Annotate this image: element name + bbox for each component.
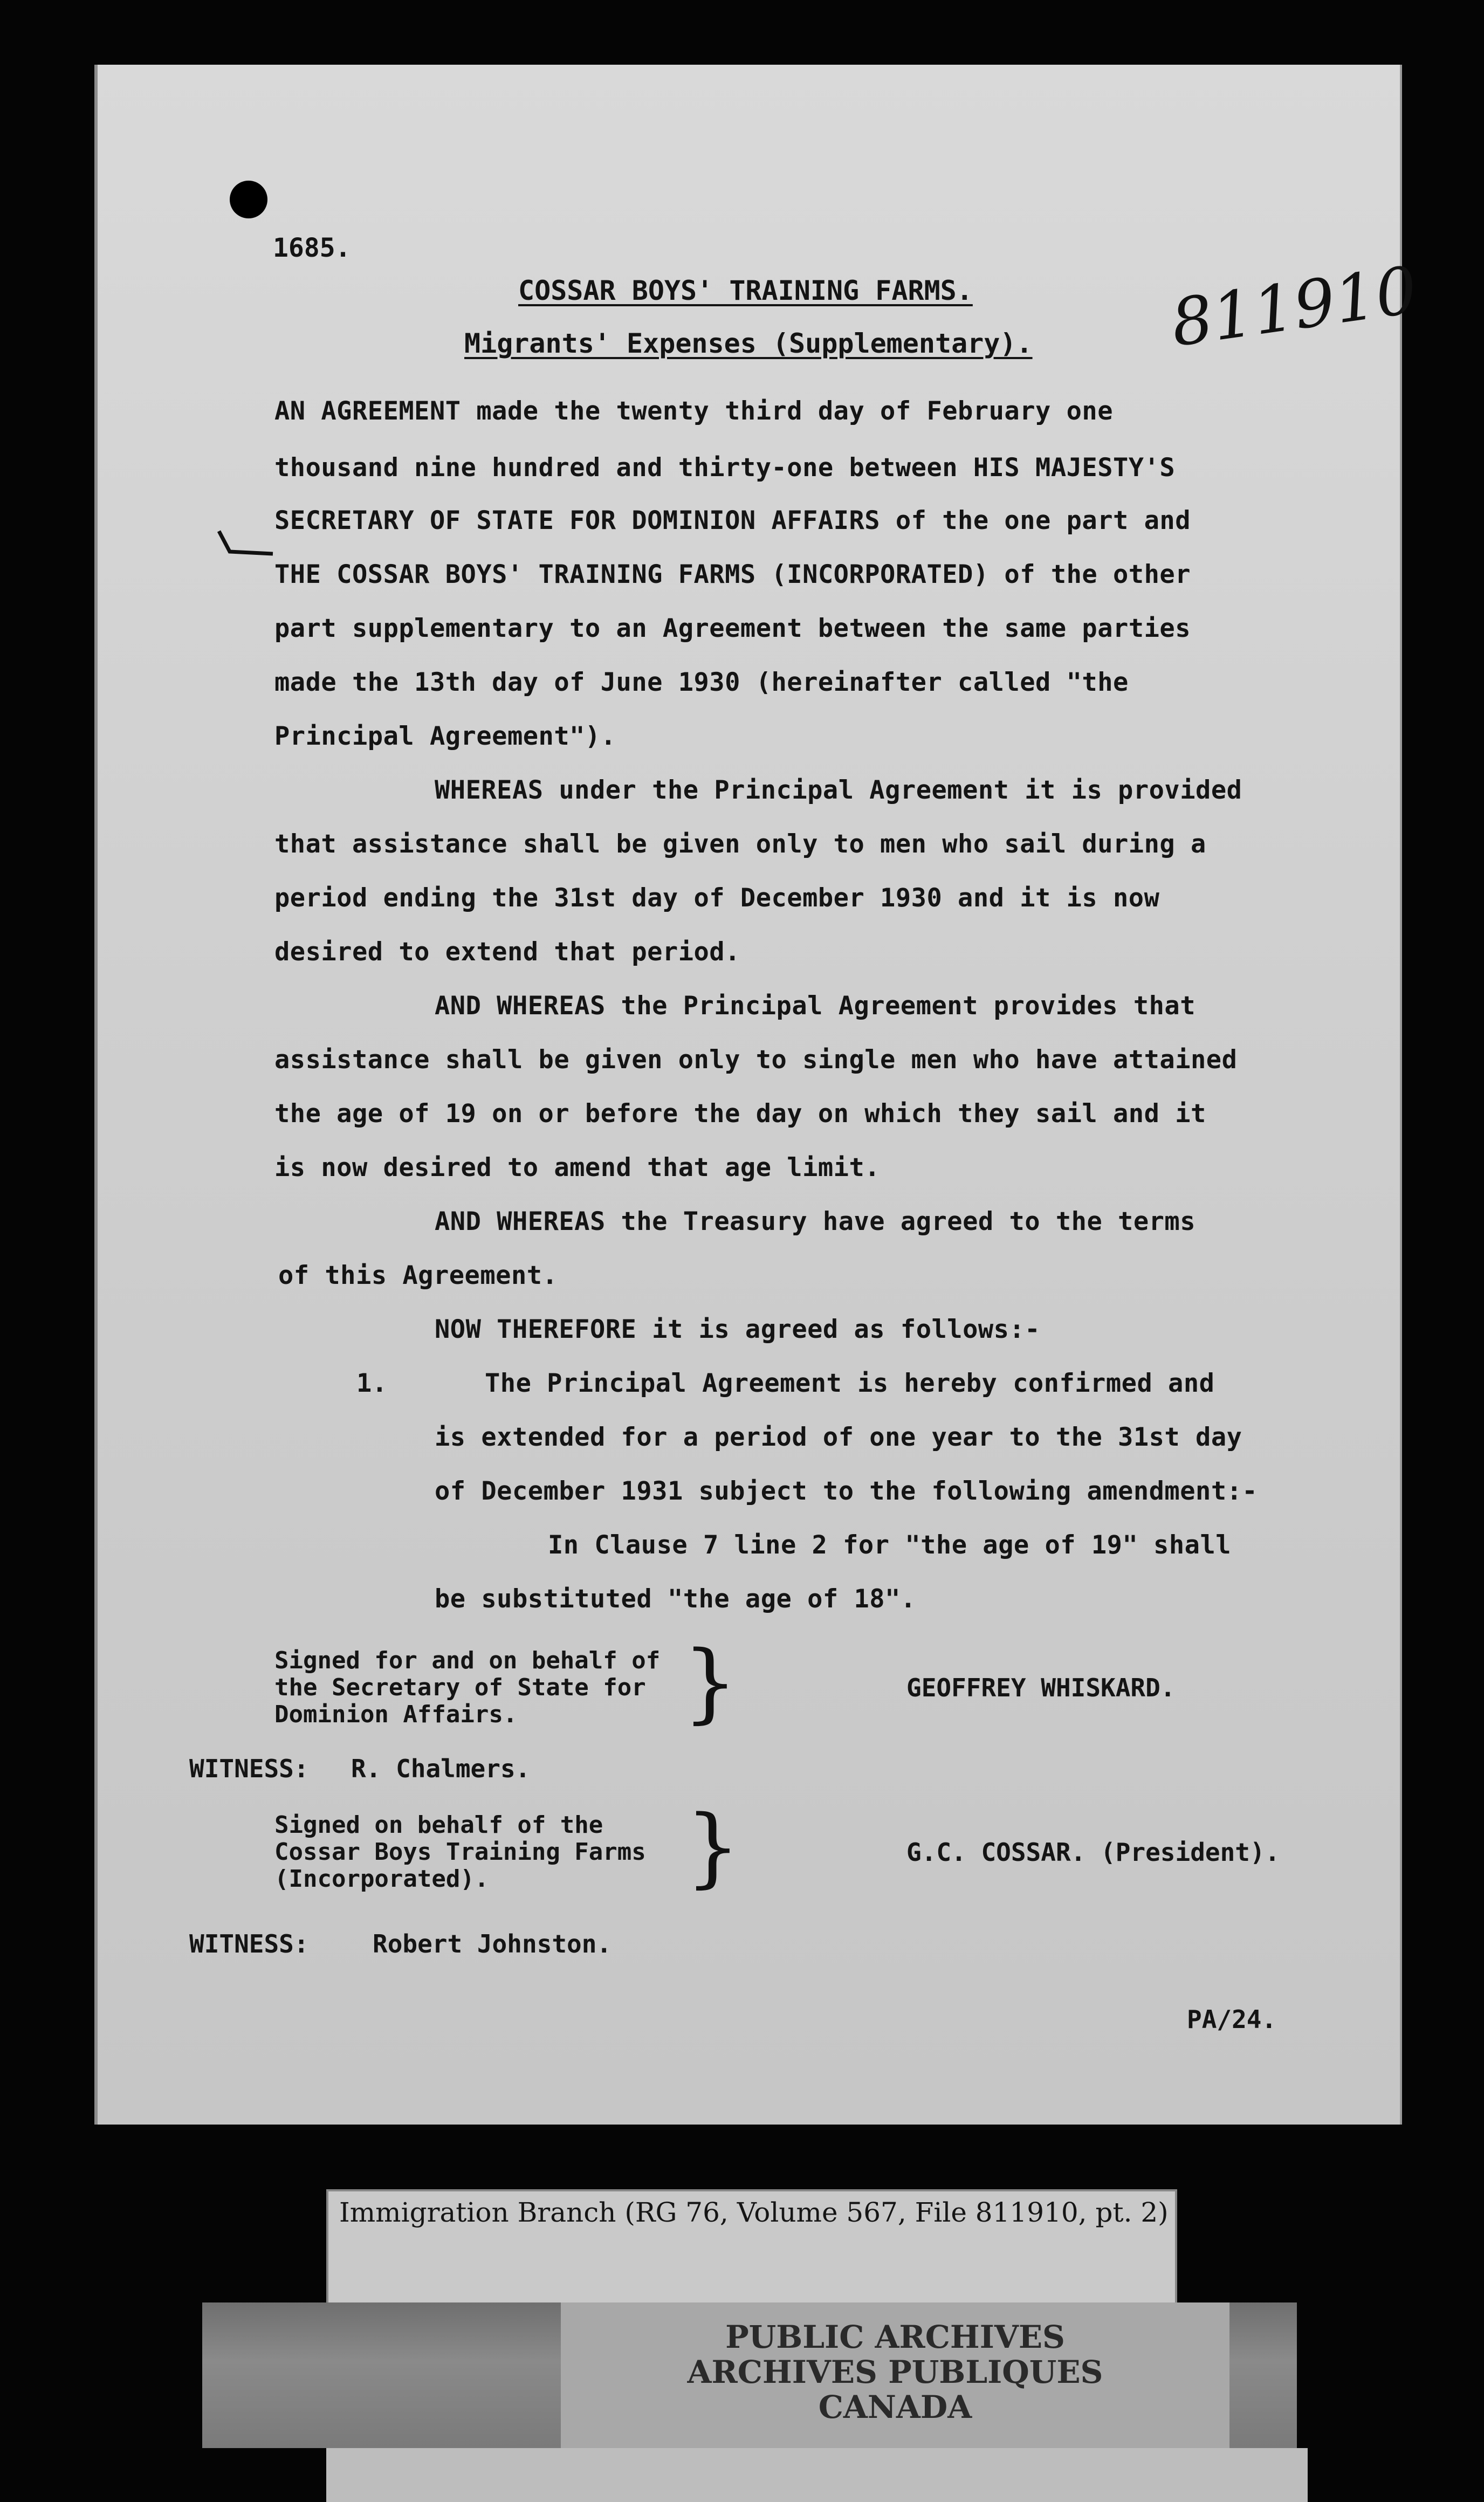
clause-line-4: In Clause 7 line 2 for "the age of 19" shall (548, 1530, 1232, 1560)
clause-line-3: of December 1931 subject to the following amendment:- (435, 1476, 1258, 1506)
archive-stamp-band (202, 2302, 1297, 2448)
handwritten-file-number: 811910 (1166, 252, 1422, 362)
clause-number: 1. (356, 1369, 388, 1398)
document-reference: PA/24. (1187, 2005, 1277, 2034)
signature-1-line-2: the Secretary of State for (274, 1674, 646, 1701)
body-line-1: AN AGREEMENT made the twenty third day of February one (274, 396, 1114, 426)
signature-1-brace: } (683, 1632, 738, 1733)
body-line-9: that assistance shall be given only to men who sail during a (274, 829, 1206, 859)
archive-caption-strip (326, 2189, 1177, 2312)
body-line-11: desired to extend that period. (274, 937, 740, 967)
signature-2-line-1: Signed on behalf of the (274, 1811, 603, 1839)
body-line-10: period ending the 31st day of December 1930 and it is now (274, 883, 1160, 913)
clause-line-1: The Principal Agreement is hereby confirmed and (485, 1369, 1215, 1398)
body-line-8: WHEREAS under the Principal Agreement it is provided (435, 775, 1242, 805)
signature-1-line-3: Dominion Affairs. (274, 1701, 518, 1728)
signature-2-line-3: (Incorporated). (274, 1865, 489, 1893)
punch-hole (230, 181, 267, 218)
body-line-12: AND WHEREAS the Principal Agreement provides that (435, 991, 1196, 1021)
stamp-line-3: CANADA (818, 2389, 972, 2425)
body-line-4: THE COSSAR BOYS' TRAINING FARMS (INCORPORATED) of the other (274, 560, 1191, 589)
body-line-7: Principal Agreement"). (274, 721, 616, 751)
body-line-18: NOW THEREFORE it is agreed as follows:- (435, 1315, 1041, 1344)
document-subtitle: Migrants' Expenses (Supplementary). (464, 328, 1033, 359)
witness-2-name: Robert Johnston. (373, 1929, 612, 1958)
signatory-2: G.C. COSSAR. (President). (906, 1838, 1280, 1867)
document-page (94, 65, 1422, 2125)
document-number: 1685. (273, 233, 351, 263)
witness-1-label: WITNESS: (189, 1754, 309, 1783)
stamp-line-1: PUBLIC ARCHIVES (725, 2319, 1065, 2355)
witness-1-name: R. Chalmers. (351, 1754, 531, 1783)
document-title: COSSAR BOYS' TRAINING FARMS. (518, 275, 973, 306)
body-line-16: AND WHEREAS the Treasury have agreed to the terms (435, 1207, 1196, 1236)
body-line-2: thousand nine hundred and thirty-one between HIS MAJESTY'S (274, 453, 1176, 483)
signatory-1: GEOFFREY WHISKARD. (906, 1673, 1176, 1702)
stamp-line-2: ARCHIVES PUBLIQUES (687, 2354, 1103, 2390)
body-line-5: part supplementary to an Agreement between the same parties (274, 614, 1191, 643)
signature-2-line-2: Cossar Boys Training Farms (274, 1838, 646, 1866)
body-line-3: SECRETARY OF STATE FOR DOMINION AFFAIRS of the one part and (274, 506, 1191, 535)
body-line-14: the age of 19 on or before the day on which they sail and it (274, 1099, 1206, 1129)
clause-line-2: is extended for a period of one year to the 31st day (435, 1422, 1242, 1452)
signature-1-line-1: Signed for and on behalf of (274, 1647, 661, 1674)
margin-check-mark (214, 526, 278, 558)
archive-caption: Immigration Branch (RG 76, Volume 567, File 811910, pt. 2) (339, 2197, 1169, 2228)
signature-2-brace: } (685, 1796, 740, 1897)
body-line-13: assistance shall be given only to single men who have attained (274, 1045, 1238, 1075)
body-line-6: made the 13th day of June 1930 (hereinafter called "the (274, 668, 1129, 697)
witness-2-label: WITNESS: (189, 1929, 309, 1958)
body-line-17: of this Agreement. (278, 1261, 558, 1290)
bottom-strip (326, 2448, 1308, 2502)
clause-line-5: be substituted "the age of 18". (435, 1584, 916, 1614)
body-line-15: is now desired to amend that age limit. (274, 1153, 881, 1183)
